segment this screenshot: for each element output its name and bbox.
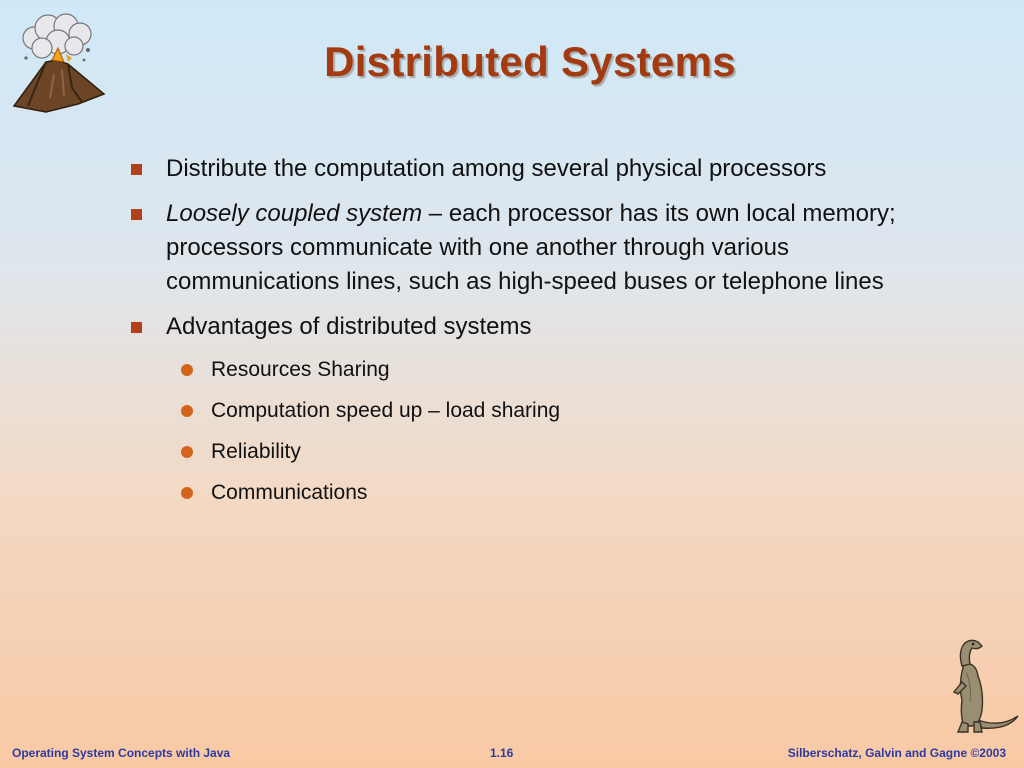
round-bullet-icon: [181, 446, 193, 458]
sub-list-item: [128, 437, 908, 467]
sub-list-item: [128, 478, 908, 508]
sub-bullet-text: Resources Sharing: [211, 358, 390, 381]
round-bullet-icon: [181, 405, 193, 417]
page-title: Distributed Systems: [324, 38, 736, 85]
list-item: [128, 152, 908, 186]
sub-bullet-list: [128, 355, 908, 508]
sub-list-item: [128, 396, 908, 426]
bullet-emphasis: Loosely coupled system: [166, 200, 423, 227]
square-bullet-icon: [131, 322, 142, 333]
dinosaur-icon: [948, 636, 1020, 739]
list-item: [128, 197, 908, 299]
sub-bullet-text: Computation speed up – load sharing: [211, 399, 561, 422]
footer-copyright: Silberschatz, Galvin and Gagne ©2003: [787, 746, 1006, 760]
sub-bullet-text: Reliability: [211, 440, 301, 463]
list-item: [128, 310, 908, 344]
sub-bullet-text: Communications: [211, 481, 368, 504]
square-bullet-icon: [131, 164, 142, 175]
square-bullet-icon: [131, 209, 142, 220]
slide-content: [128, 152, 908, 519]
footer-page-number: 1.16: [490, 746, 514, 760]
round-bullet-icon: [181, 487, 193, 499]
footer-book-title: Operating System Concepts with Java: [12, 746, 231, 760]
bullet-text: – each processor has its own local memory; processors communicate with one another through various communications lines, such as high-speed buses or telephone lines: [166, 200, 896, 295]
sub-list-item: [128, 355, 908, 385]
round-bullet-icon: [181, 364, 193, 376]
bullet-text: Distribute the computation among several physical processors: [166, 155, 827, 182]
bullet-text: Advantages of distributed systems: [166, 313, 532, 340]
